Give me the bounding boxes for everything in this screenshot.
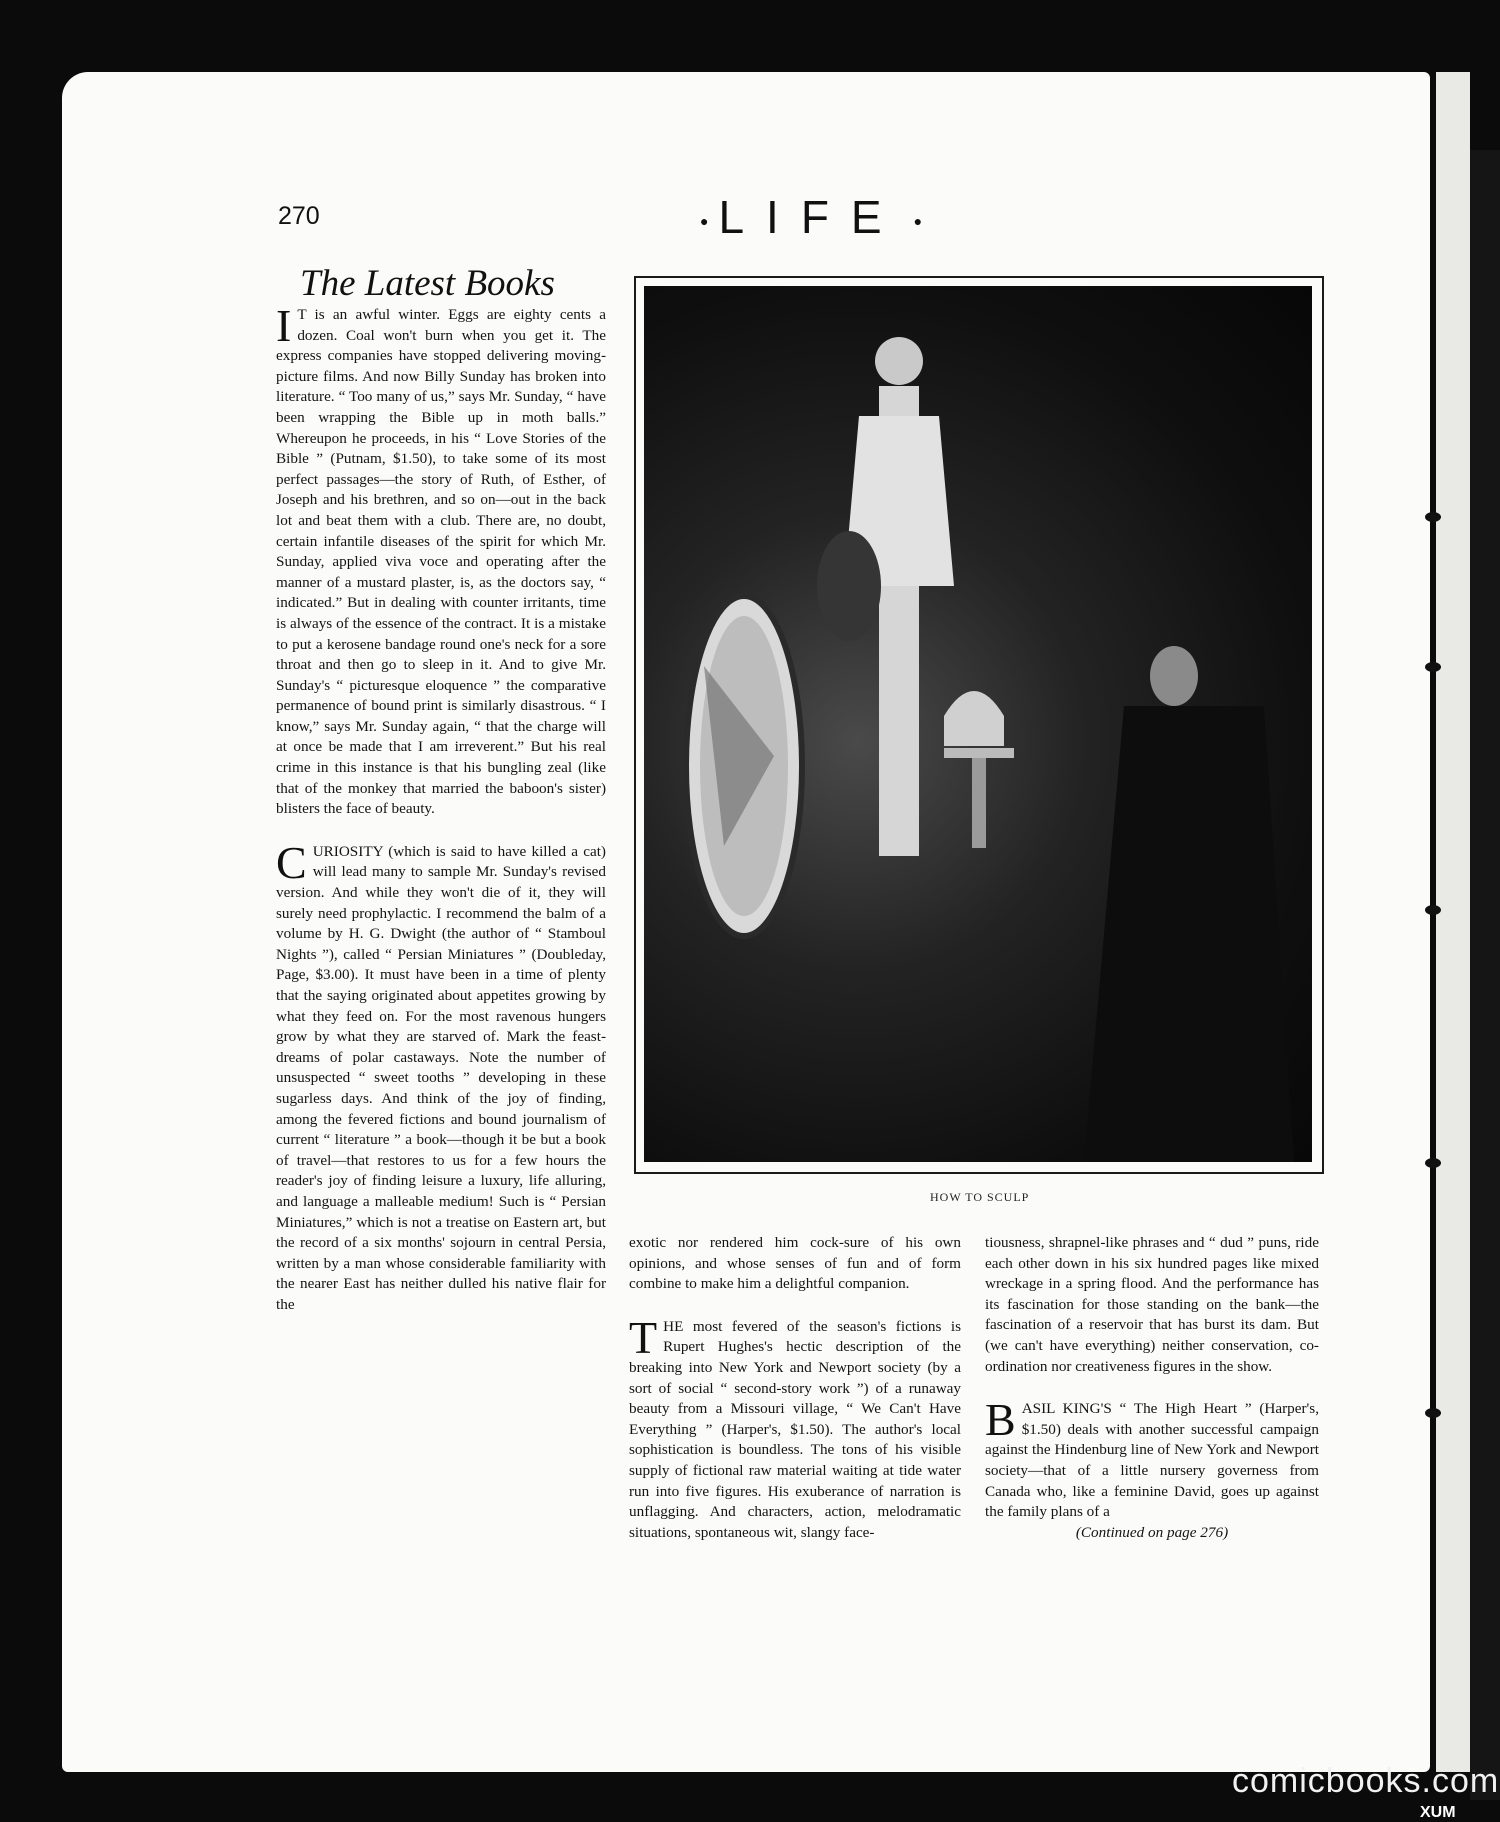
masthead-title: LIFE (718, 191, 904, 243)
illustration-frame (634, 276, 1324, 1174)
sculptor-illustration (644, 286, 1312, 1162)
pedestal-top (944, 748, 1014, 758)
paragraph-text: tiousness, shrapnel-like phrases and “ dud ” puns, ride each other down in his six hundred pages like mixed wreckage in a spring flood. And the performance has its fascination for those standing on the bank—the fascination of a reservoir that has burst its dam. But (we can't have everything) neither conservation, co-ordination nor creativeness figures in the show. (985, 1234, 1319, 1375)
paragraph-text: HE most fevered of the season's fictions is Rupert Hughes's hectic description of the breaking into New York and Newport society (by a sort of social “ second-story work ”) of a runaway beauty from a Missouri village, “ We Can't Have Everything ” (Harper's, $1.50). The author's local sophistication is boundless. The tons of his visible supply of fictional raw material waiting at tide water run into five figures. His exuberance of narration is unflagging. And characters, action, melodramatic situations, spontaneous wit, slangy face- (629, 1317, 961, 1541)
paragraph (629, 1311, 961, 1544)
text-column-3 (985, 1233, 1319, 1543)
paragraph (276, 836, 606, 1316)
figure-silhouette (817, 531, 881, 641)
binding-mark (1425, 1408, 1441, 1418)
continued-note: (Continued on page 276) (1075, 1523, 1229, 1541)
statue-head (875, 337, 923, 385)
masthead: ● LIFE ● (700, 191, 923, 243)
illustration-caption: HOW TO SCULP (930, 1190, 1030, 1204)
small-bust (944, 691, 1004, 746)
drop-cap: C (276, 836, 307, 888)
binding-mark (1425, 662, 1441, 672)
drop-cap: B (985, 1394, 1016, 1446)
article-title: The Latest Books (300, 263, 555, 304)
text-column-2 (629, 1233, 961, 1543)
scan-tag: XUM (1420, 1804, 1456, 1821)
illustration (644, 286, 1312, 1162)
site-watermark: comicbooks.com (1232, 1762, 1500, 1800)
text-column-1 (276, 300, 606, 1316)
drop-cap: T (629, 1311, 658, 1363)
paragraph-text: URIOSITY (which is said to have killed a cat) will lead many to sample Mr. Sunday's revised version. And while they won't die of it, they will surely need prophylactic. I recommend the balm of a volume by H. G. Dwight (the author of “ Stamboul Nights ”), called “ Persian Miniatures ” (Doubleday, Page, $3.00). It must have been in a time of plenty that the saying originated about appetites growing by what they feed on. For the most ravenous hungers grow by what they are starved of. Mark the feast-dreams of polar castaways. Note the number of unsuspected “ sweet tooths ” developing in these sugarless days. And think of the joy of finding, among the fevered fictions and bound journalism of current “ literature ” a book—though it be but a book of travel—that restores to us for a few hours the reader's joy of finding leisure a luxury, life alluring, and language a malleable medium! Such is “ Persian Miniatures,” which is not a treatise on Eastern art, but the record of a six months' sojourn in central Persia, written by a man whose considerable familiarity with the nearer East has neither dulled his native flair for the (276, 842, 606, 1313)
adjacent-page-edge (1436, 72, 1470, 1772)
paragraph-text: ASIL KING'S “ The High Heart ” (Harper's, $1.50) deals with another successful campaign against the Hindenburg line of New York and Newport society—that of a little nursery governess from Canada who, like a feminine David, goes up against the family plans of a (985, 1400, 1319, 1521)
paragraph-text: exotic nor rendered him cock-sure of his own opinions, and whose senses of fun and of form combine to make him a delightful companion. (629, 1234, 961, 1293)
binding-mark (1425, 512, 1441, 522)
paragraph (629, 1233, 961, 1295)
sculptor-body (1084, 706, 1294, 1162)
binding-mark (1425, 1158, 1441, 1168)
page-number: 270 (278, 202, 320, 230)
paragraph-text: T is an awful winter. Eggs are eighty cents a dozen. Coal won't burn when you get it. The express companies have stopped delivering moving-picture films. And now Billy Sunday has broken into literature. “ Too many of us,” says Mr. Sunday, “ have been wrapping the Bible up in moth balls.” Whereupon he proceeds, in his “ Love Stories of the Bible ” (Putnam, $1.50), to take some of its most perfect passages—the story of Ruth, of Esther, of Joseph and his brethren, and so on—out in the back lot and beat them with a club. There are, no doubt, certain infantile diseases of the spirit for which Mr. Sunday, applied viva voce and operating after the manner of a mustard plaster, is, as the doctors say, “ indicated.” But in dealing with counter irritants, time is always of the essence of the contract. It is a mistake to put a kerosene bandage round one's neck for a sore throat and then go to sleep in it. And to give Mr. Sunday's “ picturesque eloquence ” the comparative permanence of bound print is similarly disastrous. “ I know,” says Mr. Sunday again, “ that the charge will at once be made that I am irreverent.” But his real crime in this instance is that his bungling zeal (like that of the monkey that married the baboon's sister) blisters the face of beauty. (276, 306, 606, 818)
sculptor-face (1150, 646, 1198, 706)
adjacent-page-border (1470, 150, 1500, 1800)
paragraph (985, 1233, 1319, 1377)
drop-cap: I (276, 300, 292, 351)
paragraph (276, 300, 606, 820)
paragraph (985, 1394, 1319, 1523)
binding-mark (1425, 905, 1441, 915)
pedestal-stand (972, 758, 986, 848)
